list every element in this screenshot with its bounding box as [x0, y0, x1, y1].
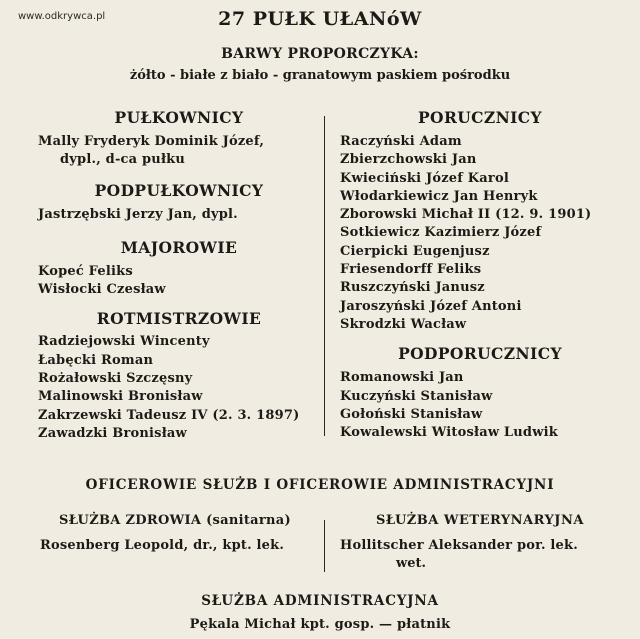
- right-column: [340, 108, 620, 442]
- column-divider: [324, 116, 325, 436]
- list-item: Jastrzębski Jerzy Jan, dypl.: [38, 206, 238, 222]
- watermark: www.odkrywca.pl: [18, 11, 106, 22]
- list-item: Kopeć Feliks: [38, 263, 133, 279]
- list-porucznicy: [340, 133, 620, 334]
- list-podpulkownicy: [38, 206, 320, 224]
- list-item: Sotkiewicz Kazimierz Józef: [340, 225, 542, 241]
- list-item: Raczyński Adam: [340, 134, 462, 149]
- list-item: Kowalewski Witosław Ludwik: [340, 425, 558, 441]
- services-divider: [324, 520, 325, 572]
- heading-rotmistrzowie: ROTMISTRZOWIE: [96, 309, 262, 329]
- list-item: Romanowski Jan: [340, 370, 464, 386]
- list-pulkownicy: [38, 133, 320, 170]
- list-item: Wisłocki Czesław: [38, 282, 166, 298]
- officers-heading: OFICEROWIE SŁUŻB I OFICEROWIE ADMINISTRACYJNI: [85, 477, 555, 493]
- heading-pulkownicy: PUŁKOWNICY: [114, 108, 244, 127]
- barwy-colors: żółto - białe z biało - granatowym paskiem pośrodku: [129, 68, 511, 83]
- list-item: Ruszczyński Janusz: [340, 280, 485, 296]
- list-item: Włodarkiewicz Jan Henryk: [340, 188, 538, 204]
- heading-sluzba-administracyjna: SŁUŻBA ADMINISTRACYJNA: [201, 593, 439, 609]
- sluzba-administracyjna-entry: Pękala Michał kpt. gosp. — płatnik: [189, 617, 451, 632]
- list-item: Malinowski Bronisław: [38, 389, 203, 405]
- list-item: Mally Fryderyk Dominik Józef,: [38, 134, 265, 149]
- heading-sluzba-weterynaryjna: SŁUŻBA WETERYNARYJNA: [376, 513, 584, 528]
- list-item: Kwieciński Józef Karol: [340, 170, 509, 186]
- list-item: Friesendorff Feliks: [340, 262, 482, 278]
- heading-majorowie: MAJOROWIE: [120, 237, 238, 257]
- list-item: Jaroszyński Józef Antoni: [340, 298, 522, 314]
- list-item: Rożałowski Szczęsny: [38, 371, 193, 387]
- sluzba-zdrowia-entry: Rosenberg Leopold, dr., kpt. lek.: [40, 538, 285, 553]
- list-item: dypl., d-ca pułku: [60, 152, 186, 168]
- list-item: Zborowski Michał II (12. 9. 1901): [340, 207, 592, 223]
- list-item: Radziejowski Wincenty: [38, 334, 210, 350]
- sluzba-weterynaryjna-entry-cont: wet.: [396, 556, 426, 571]
- list-item: Kuczyński Stanisław: [340, 388, 493, 404]
- list-rotmistrzowie: [38, 333, 320, 443]
- list-item: Skrodzki Wacław: [340, 316, 467, 332]
- list-item: Zakrzewski Tadeusz IV (2. 3. 1897): [38, 407, 300, 423]
- list-item: Łabęcki Roman: [38, 352, 154, 368]
- sluzba-weterynaryjna-entry: Hollitscher Aleksander por. lek.: [340, 538, 578, 553]
- list-podporucznicy: [340, 369, 620, 442]
- barwy-heading: BARWY PROPORCZYKA:: [221, 46, 419, 62]
- list-item: Zawadzki Bronisław: [38, 425, 187, 441]
- list-item: Cierpicki Eugenjusz: [340, 243, 490, 259]
- list-item: Zbierzchowski Jan: [340, 152, 477, 168]
- list-majorowie: [38, 263, 320, 300]
- heading-sluzba-zdrowia: SŁUŻBA ZDROWIA (sanitarna): [59, 513, 291, 528]
- heading-podporucznicy: PODPORUCZNICY: [398, 344, 562, 364]
- heading-porucznicy: PORUCZNICY: [417, 108, 543, 127]
- left-column: [38, 108, 320, 443]
- list-item: Gołoński Stanisław: [340, 406, 483, 422]
- page-title: 27 PUŁK UŁANóW: [218, 8, 422, 30]
- heading-podpulkownicy: PODPUŁKOWNICY: [94, 180, 264, 200]
